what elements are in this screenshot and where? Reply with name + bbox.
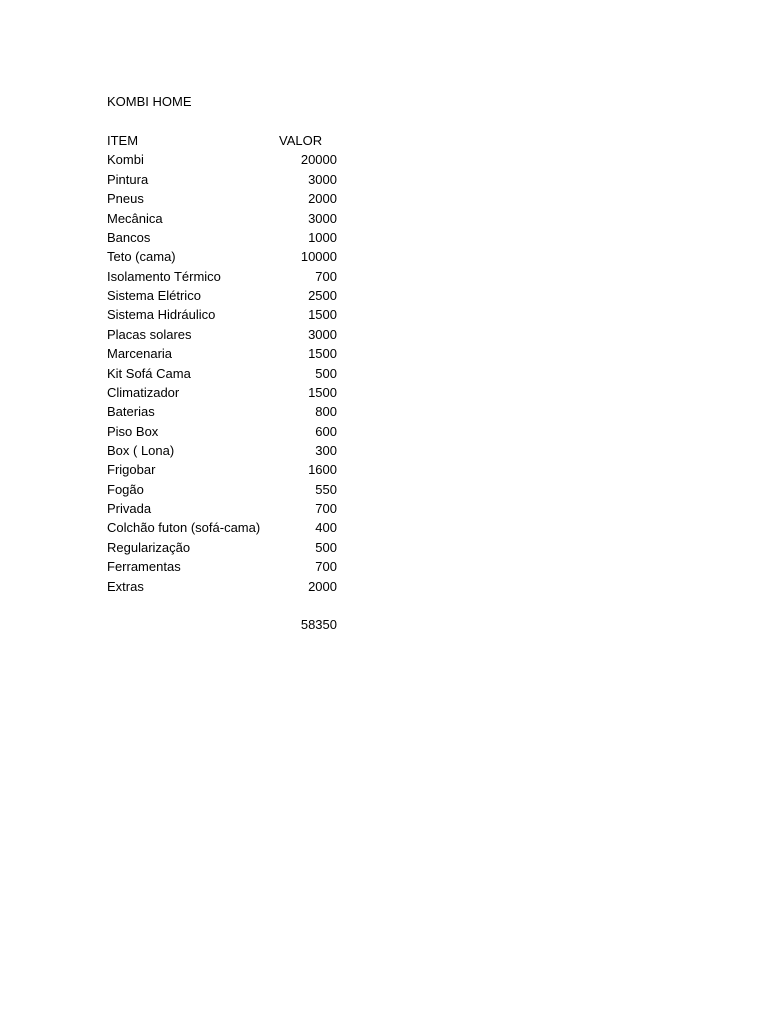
- item-name: Fogão: [107, 482, 144, 497]
- table-row: [0, 499, 768, 518]
- table-row: [0, 325, 768, 344]
- item-name: Climatizador: [107, 385, 180, 400]
- item-value: 600: [315, 424, 337, 439]
- table-row: [0, 286, 768, 305]
- table-row: [0, 170, 768, 189]
- item-name: Teto (cama): [107, 249, 176, 264]
- item-name: Kombi: [107, 152, 144, 167]
- item-name: Marcenaria: [107, 346, 173, 361]
- item-value: 1000: [308, 230, 337, 245]
- table-row: [0, 422, 768, 441]
- item-name: Sistema Hidráulico: [107, 307, 216, 322]
- table-row: [0, 364, 768, 383]
- table-row: [0, 209, 768, 228]
- table-row: [0, 383, 768, 402]
- item-value: 1500: [308, 346, 337, 361]
- table-row: [0, 460, 768, 479]
- sheet-title: KOMBI HOME: [107, 94, 192, 109]
- table-row: [0, 305, 768, 324]
- item-name: Privada: [107, 501, 152, 516]
- item-name: Sistema Elétrico: [107, 288, 201, 303]
- table-row: [0, 518, 768, 537]
- item-value: 400: [315, 520, 337, 535]
- item-name: Baterias: [107, 404, 155, 419]
- item-value: 20000: [300, 152, 337, 167]
- item-value: 2000: [308, 191, 337, 206]
- table-row: [0, 189, 768, 208]
- table-row: [0, 344, 768, 363]
- item-name: Piso Box: [107, 424, 159, 439]
- item-value: 3000: [308, 327, 337, 342]
- item-name: Frigobar: [107, 462, 156, 477]
- item-name: Regularização: [107, 540, 191, 555]
- item-name: Mecânica: [107, 211, 163, 226]
- item-value: 10000: [300, 249, 337, 264]
- item-value: 550: [315, 482, 337, 497]
- item-value: 300: [315, 443, 337, 458]
- item-value: 500: [315, 366, 337, 381]
- item-name: Extras: [107, 579, 144, 594]
- item-value: 800: [315, 404, 337, 419]
- table-row: [0, 267, 768, 286]
- item-name: Box ( Lona): [107, 443, 175, 458]
- item-name: Pintura: [107, 172, 149, 187]
- table-row: [0, 247, 768, 266]
- item-value: 1500: [308, 307, 337, 322]
- table-row: [0, 577, 768, 596]
- table-row: [0, 538, 768, 557]
- table-row: [0, 150, 768, 169]
- item-name: Isolamento Térmico: [107, 269, 221, 284]
- table-row: [0, 228, 768, 247]
- item-name: Kit Sofá Cama: [107, 366, 191, 381]
- item-value: 3000: [308, 211, 337, 226]
- header-valor: VALOR: [279, 133, 323, 148]
- item-value: 2000: [308, 579, 337, 594]
- item-value: 700: [315, 269, 337, 284]
- item-value: 2500: [308, 288, 337, 303]
- item-value: 700: [315, 501, 337, 516]
- item-name: Bancos: [107, 230, 151, 245]
- item-value: 700: [315, 559, 337, 574]
- item-value: 3000: [308, 172, 337, 187]
- header-item: ITEM: [107, 133, 139, 148]
- item-value: 1500: [308, 385, 337, 400]
- table-row: [0, 557, 768, 576]
- table-row: [0, 441, 768, 460]
- table-row: [0, 480, 768, 499]
- item-name: Pneus: [107, 191, 144, 206]
- item-name: Placas solares: [107, 327, 192, 342]
- item-value: 500: [315, 540, 337, 555]
- total-value: 58350: [300, 617, 337, 632]
- item-value: 1600: [308, 462, 337, 477]
- item-name: Ferramentas: [107, 559, 181, 574]
- table-row: [0, 402, 768, 421]
- item-name: Colchão futon (sofá-cama): [107, 520, 261, 535]
